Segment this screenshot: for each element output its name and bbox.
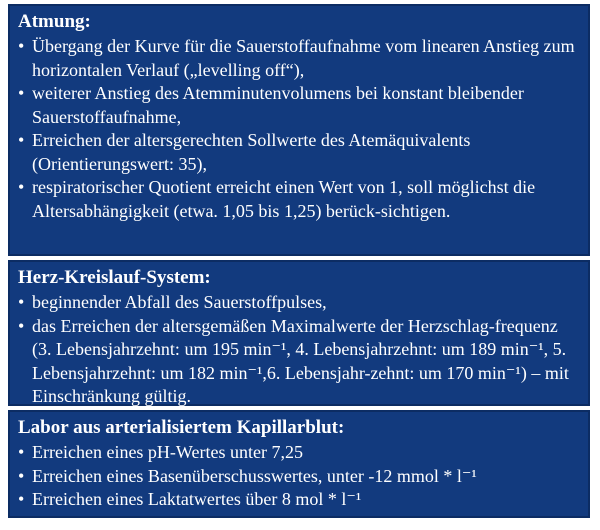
list-item: • weiterer Anstieg des Atemminutenvolumens bei konstant bleibender Sauerstoffaufnahme, <box>18 82 580 129</box>
section-labor <box>8 410 590 518</box>
bullet-list <box>18 291 580 409</box>
criteria-panel <box>8 4 590 522</box>
list-item: • Erreichen eines Laktatwertes über 8 mol * l⁻¹ <box>18 488 580 512</box>
section-atmung <box>8 4 590 256</box>
section-herz-kreislauf <box>8 260 590 406</box>
bullet-list <box>18 35 580 223</box>
list-item: • Erreichen der altersgerechten Sollwerte des Atemäquivalents (Orientierungswert: 35), <box>18 129 580 176</box>
bullet-list <box>18 441 580 512</box>
list-item: • Erreichen eines pH-Wertes unter 7,25 <box>18 441 580 465</box>
list-item: • das Erreichen der altersgemäßen Maximalwerte der Herzschlag-frequenz (3. Lebensjahrzehnt: um 195 min⁻¹, 4. Lebensjahrzehnt: um 189 min⁻¹, 5. Lebensjahrzehnt: um 182 min⁻¹,6. Lebensjahr-zehnt: um 170 min⁻¹) – mit Einschränkung gültig. <box>18 315 580 409</box>
section-title: Labor aus arterialisiertem Kapillarblut: <box>18 417 345 438</box>
list-item: • Übergang der Kurve für die Sauerstoffaufnahme vom linearen Anstieg zum horizontalen Verlauf („levelling off“), <box>18 35 580 82</box>
list-item: • beginnender Abfall des Sauerstoffpulses, <box>18 291 580 315</box>
list-item: • Erreichen eines Basenüberschusswertes, unter -12 mmol * l⁻¹ <box>18 465 580 489</box>
section-title: Atmung: <box>18 11 91 32</box>
section-title: Herz-Kreislauf-System: <box>18 267 211 288</box>
list-item: • respiratorischer Quotient erreicht einen Wert von 1, soll möglichst die Altersabhängigkeit (etwa. 1,05 bis 1,25) berück-sichtigen. <box>18 176 580 223</box>
